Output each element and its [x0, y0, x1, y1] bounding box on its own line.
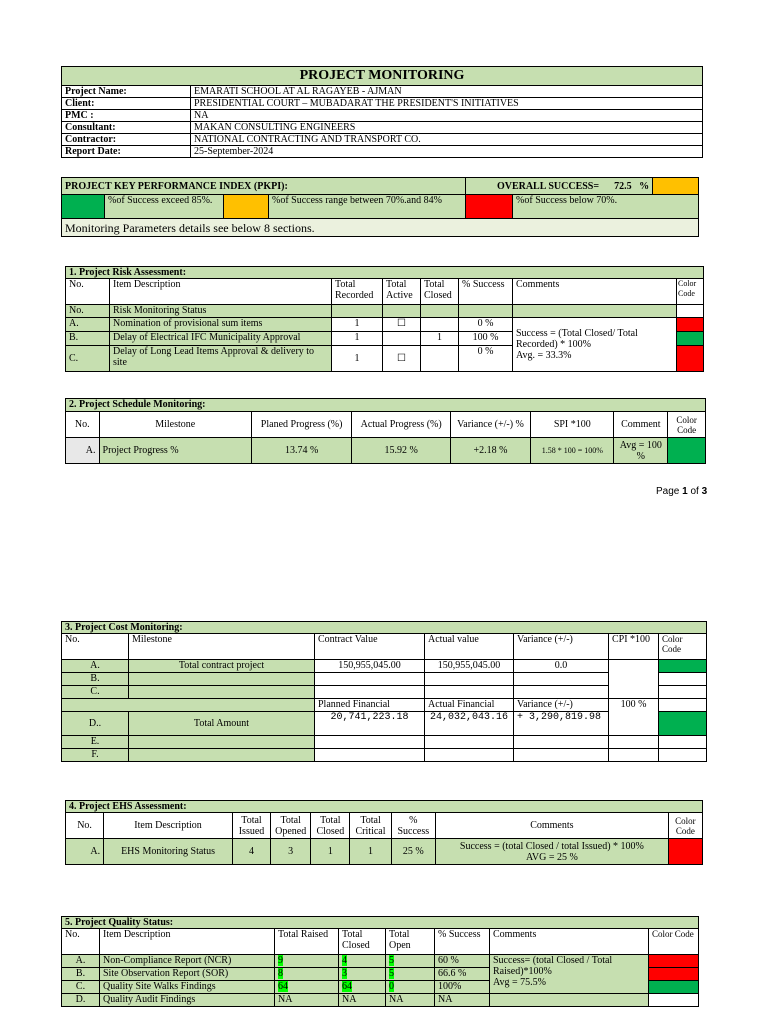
project-name-label: Project Name:	[62, 86, 191, 98]
cost-row-no: A.	[62, 660, 129, 673]
cost-row-color	[659, 686, 707, 699]
page-title: PROJECT MONITORING	[62, 67, 703, 86]
cost-row-variance	[514, 686, 609, 699]
ehs-row-desc: EHS Monitoring Status	[104, 839, 233, 865]
schedule-header-variance: Variance (+/-) %	[450, 412, 530, 438]
quality-open-value: 5	[389, 955, 394, 966]
table-row	[62, 660, 707, 673]
quality-row-desc: Quality Audit Findings	[100, 994, 275, 1007]
cost-row-no: E.	[62, 736, 129, 749]
quality-header-raised: Total Raised	[275, 929, 339, 955]
quality-row-open	[386, 955, 435, 968]
cost-header-milestone: Milestone	[129, 634, 315, 660]
schedule-header-planned: Planed Progress (%)	[251, 412, 352, 438]
cost-row-no: F.	[62, 749, 129, 762]
cost-monitoring-table	[61, 621, 707, 762]
risk-row-success: 100 %	[459, 332, 513, 346]
quality-row-no: C.	[62, 981, 100, 994]
cost-row-variance: + 3,290,819.98	[514, 712, 609, 736]
quality-row-color	[649, 994, 699, 1007]
pmc-value: NA	[191, 110, 703, 122]
consultant-value: MAKAN CONSULTING ENGINEERS	[191, 122, 703, 134]
quality-row-no: B.	[62, 968, 100, 981]
ehs-row-color	[668, 839, 702, 865]
risk-header-active: Total Active	[383, 279, 421, 305]
quality-row-color	[649, 955, 699, 968]
cost-section-title: 3. Project Cost Monitoring:	[62, 622, 707, 634]
quality-closed-value: 4	[342, 955, 347, 966]
cost-row-variance	[514, 749, 609, 762]
quality-row-closed	[339, 968, 386, 981]
quality-row-raised	[275, 955, 339, 968]
schedule-row-comment: Avg = 100 %	[614, 438, 668, 464]
risk-header-closed: Total Closed	[421, 279, 459, 305]
risk-comment-avg: Avg. = 33.3%	[516, 350, 572, 361]
cost-row-actual	[425, 749, 514, 762]
risk-row-success: 0 %	[459, 346, 513, 372]
cost-row-milestone	[129, 736, 315, 749]
risk-row-no: B.	[66, 332, 110, 346]
cost-row-color	[659, 712, 707, 736]
risk-status-no: No.	[66, 305, 110, 318]
report-date-value: 25-September-2024	[191, 146, 703, 158]
risk-assessment-table	[65, 266, 704, 372]
cost-row-contract	[315, 736, 425, 749]
cost-row-milestone	[129, 749, 315, 762]
risk-header-success: % Success	[459, 279, 513, 305]
quality-header-closed: Total Closed	[339, 929, 386, 955]
table-row	[62, 736, 707, 749]
schedule-row-actual: 15.92 %	[352, 438, 451, 464]
ehs-row-issued: 4	[232, 839, 270, 865]
schedule-header-spi: SPI *100	[531, 412, 614, 438]
risk-row-closed	[421, 346, 459, 372]
cost-row-planned: 20,741,223.18	[315, 712, 425, 736]
quality-header-success: % Success	[435, 929, 490, 955]
risk-status-cell	[513, 305, 677, 318]
report-date-label: Report Date:	[62, 146, 191, 158]
risk-section-title: 1. Project Risk Assessment:	[66, 267, 704, 279]
quality-raised-value: 8	[278, 968, 283, 979]
quality-section-title: 5. Project Quality Status:	[62, 917, 699, 929]
schedule-row-no: A.	[66, 438, 100, 464]
cost-row-actual-financial: 24,032,043.16	[425, 712, 514, 736]
cost-row-no: B.	[62, 673, 129, 686]
risk-row-closed	[421, 318, 459, 332]
quality-row-comments	[490, 994, 649, 1007]
cost-row-variance: 0.0	[514, 660, 609, 673]
schedule-row-color	[668, 438, 706, 464]
schedule-header-actual: Actual Progress (%)	[352, 412, 451, 438]
quality-row-color	[649, 981, 699, 994]
project-header-table	[61, 66, 703, 158]
ehs-header-no: No.	[66, 813, 104, 839]
legend-green-text: %of Success exceed 85%.	[105, 195, 224, 219]
schedule-section-title: 2. Project Schedule Monitoring:	[66, 399, 706, 412]
quality-comment-avg: Avg = 75.5%	[493, 977, 546, 988]
ehs-row-comments	[435, 839, 668, 865]
overall-success-unit: %	[639, 180, 650, 192]
cost-row-color	[659, 660, 707, 673]
risk-row-recorded: 1	[332, 318, 383, 332]
risk-status-label: Risk Monitoring Status	[110, 305, 332, 318]
page-current: 1	[682, 486, 688, 497]
quality-row-open: NA	[386, 994, 435, 1007]
cost-row-actual	[425, 686, 514, 699]
cost-subheader-actual: Actual Financial	[425, 699, 514, 712]
cost-row-contract	[315, 673, 425, 686]
quality-row-closed	[339, 955, 386, 968]
cost-row-milestone: Total Amount	[129, 712, 315, 736]
quality-row-desc: Non-Compliance Report (NCR)	[100, 955, 275, 968]
risk-comment-formula: Success = (Total Closed/ Total Recorded) * 100%	[516, 328, 638, 350]
quality-row-success: 60 %	[435, 955, 490, 968]
risk-row-no: A.	[66, 318, 110, 332]
cost-row-milestone	[129, 673, 315, 686]
quality-closed-value: 3	[342, 968, 347, 979]
ehs-header-issued: Total Issued	[232, 813, 270, 839]
risk-row-closed: 1	[421, 332, 459, 346]
quality-header-color: Color Code	[649, 929, 699, 955]
cost-row-color	[659, 673, 707, 686]
cost-subheader-color	[659, 699, 707, 712]
ehs-row-critical: 1	[350, 839, 391, 865]
schedule-row-variance: +2.18 %	[450, 438, 530, 464]
risk-row-color	[677, 346, 704, 372]
pkpi-table	[61, 177, 699, 237]
quality-header-open: Total Open	[386, 929, 435, 955]
contractor-label: Contractor:	[62, 134, 191, 146]
cost-header-no: No.	[62, 634, 129, 660]
ehs-header-critical: Total Critical	[350, 813, 391, 839]
quality-row-raised	[275, 981, 339, 994]
quality-raised-value: 64	[278, 981, 288, 992]
risk-row-recorded: 1	[332, 332, 383, 346]
quality-row-no: A.	[62, 955, 100, 968]
schedule-row-spi: 1.58 * 100 = 100%	[531, 438, 614, 464]
risk-row-active	[383, 332, 421, 346]
risk-row-color	[677, 318, 704, 332]
cost-row-no: C.	[62, 686, 129, 699]
cost-row-milestone: Total contract project	[129, 660, 315, 673]
ehs-comment-avg: AVG = 25 %	[525, 851, 578, 863]
risk-row-color	[677, 332, 704, 346]
overall-success-label: OVERALL SUCCESS=	[496, 180, 600, 192]
consultant-label: Consultant:	[62, 122, 191, 134]
cost-row-color	[659, 749, 707, 762]
ehs-section-title: 4. Project EHS Assessment:	[66, 801, 703, 813]
cost-row-actual: 150,955,045.00	[425, 660, 514, 673]
risk-header-comments: Comments	[513, 279, 677, 305]
client-label: Client:	[62, 98, 191, 110]
page-prefix: Page	[656, 486, 683, 497]
overall-success-value: 72.5	[614, 180, 632, 192]
quality-row-raised: NA	[275, 994, 339, 1007]
ehs-row-opened: 3	[271, 839, 311, 865]
quality-header-desc: Item Description	[100, 929, 275, 955]
cost-row-contract	[315, 686, 425, 699]
quality-row-closed	[339, 981, 386, 994]
ehs-row-no: A.	[66, 839, 104, 865]
cost-row-cpi: 100 %	[609, 699, 659, 736]
cost-row-actual	[425, 673, 514, 686]
cost-row-variance	[514, 736, 609, 749]
cost-header-color: Color Code	[659, 634, 707, 660]
table-row	[62, 994, 699, 1007]
quality-row-desc: Quality Site Walks Findings	[100, 981, 275, 994]
legend-amber-swatch	[224, 195, 269, 219]
table-row	[66, 318, 704, 332]
page-of: of	[687, 486, 702, 497]
cost-row-contract	[315, 749, 425, 762]
ehs-header-color: Color Code	[668, 813, 702, 839]
legend-red-text: %of Success below 70%.	[513, 195, 699, 219]
cost-row-contract: 150,955,045.00	[315, 660, 425, 673]
table-row	[62, 749, 707, 762]
risk-status-cell	[332, 305, 383, 318]
risk-row-recorded: 1	[332, 346, 383, 372]
page-total: 3	[701, 486, 708, 497]
quality-open-value: 5	[389, 968, 394, 979]
quality-row-success: 66.6 %	[435, 968, 490, 981]
table-row	[66, 839, 703, 865]
cost-header-cpi: CPI *100	[609, 634, 659, 660]
legend-amber-text: %of Success range between 70%.and 84%	[269, 195, 466, 219]
schedule-header-comment: Comment	[614, 412, 668, 438]
risk-status-cell	[421, 305, 459, 318]
schedule-header-color: Color Code	[668, 412, 706, 438]
ehs-comment-formula: Success = (total Closed / total Issued) * 100%	[459, 840, 644, 852]
quality-header-no: No.	[62, 929, 100, 955]
legend-red-swatch	[466, 195, 513, 219]
table-row	[66, 438, 706, 464]
quality-row-raised	[275, 968, 339, 981]
ehs-header-opened: Total Opened	[271, 813, 311, 839]
quality-comment-formula: Success= (total Closed / Total Raised)*100%	[493, 955, 613, 977]
cost-header-actual: Actual value	[425, 634, 514, 660]
risk-status-cell	[383, 305, 421, 318]
schedule-header-milestone: Milestone	[99, 412, 251, 438]
cost-subheader-planned: Planned Financial	[315, 699, 425, 712]
quality-row-desc: Site Observation Report (SOR)	[100, 968, 275, 981]
quality-row-open	[386, 968, 435, 981]
cost-cpi-cell	[609, 660, 659, 699]
quality-open-value: 0	[389, 981, 394, 992]
cost-header-contract: Contract Value	[315, 634, 425, 660]
monitoring-note: Monitoring Parameters details see below 8 sections.	[62, 219, 699, 237]
schedule-row-planned: 13.74 %	[251, 438, 352, 464]
risk-status-color	[677, 305, 704, 318]
cost-subheader-variance: Variance (+/-)	[514, 699, 609, 712]
pmc-label: PMC :	[62, 110, 191, 122]
cost-row-actual	[425, 736, 514, 749]
ehs-row-success: 25 %	[391, 839, 435, 865]
ehs-header-closed: Total Closed	[311, 813, 350, 839]
overall-success	[466, 178, 653, 195]
risk-header-recorded: Total Recorded	[332, 279, 383, 305]
risk-header-no: No.	[66, 279, 110, 305]
schedule-monitoring-table	[65, 398, 706, 464]
pkpi-title: PROJECT KEY PERFORMANCE INDEX (PKPI):	[62, 178, 466, 195]
cost-row-color	[659, 736, 707, 749]
risk-row-active: ☐	[383, 318, 421, 332]
quality-status-table	[61, 916, 699, 1007]
schedule-header-no: No.	[66, 412, 100, 438]
cost-row-cpi	[609, 736, 659, 749]
risk-row-desc: Nomination of provisional sum items	[110, 318, 332, 332]
quality-row-color	[649, 968, 699, 981]
project-name-value: EMARATI SCHOOL AT AL RAGAYEB - AJMAN	[191, 86, 703, 98]
page-number	[656, 486, 707, 497]
ehs-header-success: % Success	[391, 813, 435, 839]
cost-row-milestone	[129, 686, 315, 699]
risk-row-active: ☐	[383, 346, 421, 372]
risk-row-success: 0 %	[459, 318, 513, 332]
cost-row-no: D..	[62, 712, 129, 736]
risk-header-desc: Item Description	[110, 279, 332, 305]
risk-status-cell	[459, 305, 513, 318]
ehs-assessment-table	[65, 800, 703, 865]
client-value: PRESIDENTIAL COURT – MUBADARAT THE PRESIDENT'S INITIATIVES	[191, 98, 703, 110]
quality-raised-value: 9	[278, 955, 283, 966]
cost-subheader-blank	[62, 699, 315, 712]
ehs-header-comments: Comments	[435, 813, 668, 839]
table-row	[62, 955, 699, 968]
schedule-row-milestone: Project Progress %	[99, 438, 251, 464]
cost-header-variance: Variance (+/-)	[514, 634, 609, 660]
quality-row-open	[386, 981, 435, 994]
cost-row-variance	[514, 673, 609, 686]
risk-row-desc: Delay of Electrical IFC Municipality Approval	[110, 332, 332, 346]
ehs-header-desc: Item Description	[104, 813, 233, 839]
quality-row-success: 100%	[435, 981, 490, 994]
quality-closed-value: 64	[342, 981, 352, 992]
quality-row-success: NA	[435, 994, 490, 1007]
overall-success-color	[653, 178, 699, 195]
cost-row-cpi	[609, 749, 659, 762]
quality-header-comments: Comments	[490, 929, 649, 955]
legend-green-swatch	[62, 195, 105, 219]
quality-row-closed: NA	[339, 994, 386, 1007]
risk-row-desc: Delay of Long Lead Items Approval & delivery to site	[110, 346, 332, 372]
risk-header-color: Color Code	[677, 279, 704, 305]
risk-comments	[513, 318, 677, 372]
risk-row-no: C.	[66, 346, 110, 372]
quality-comments	[490, 955, 649, 994]
contractor-value: NATIONAL CONTRACTING AND TRANSPORT CO.	[191, 134, 703, 146]
quality-row-no: D.	[62, 994, 100, 1007]
ehs-row-closed: 1	[311, 839, 350, 865]
